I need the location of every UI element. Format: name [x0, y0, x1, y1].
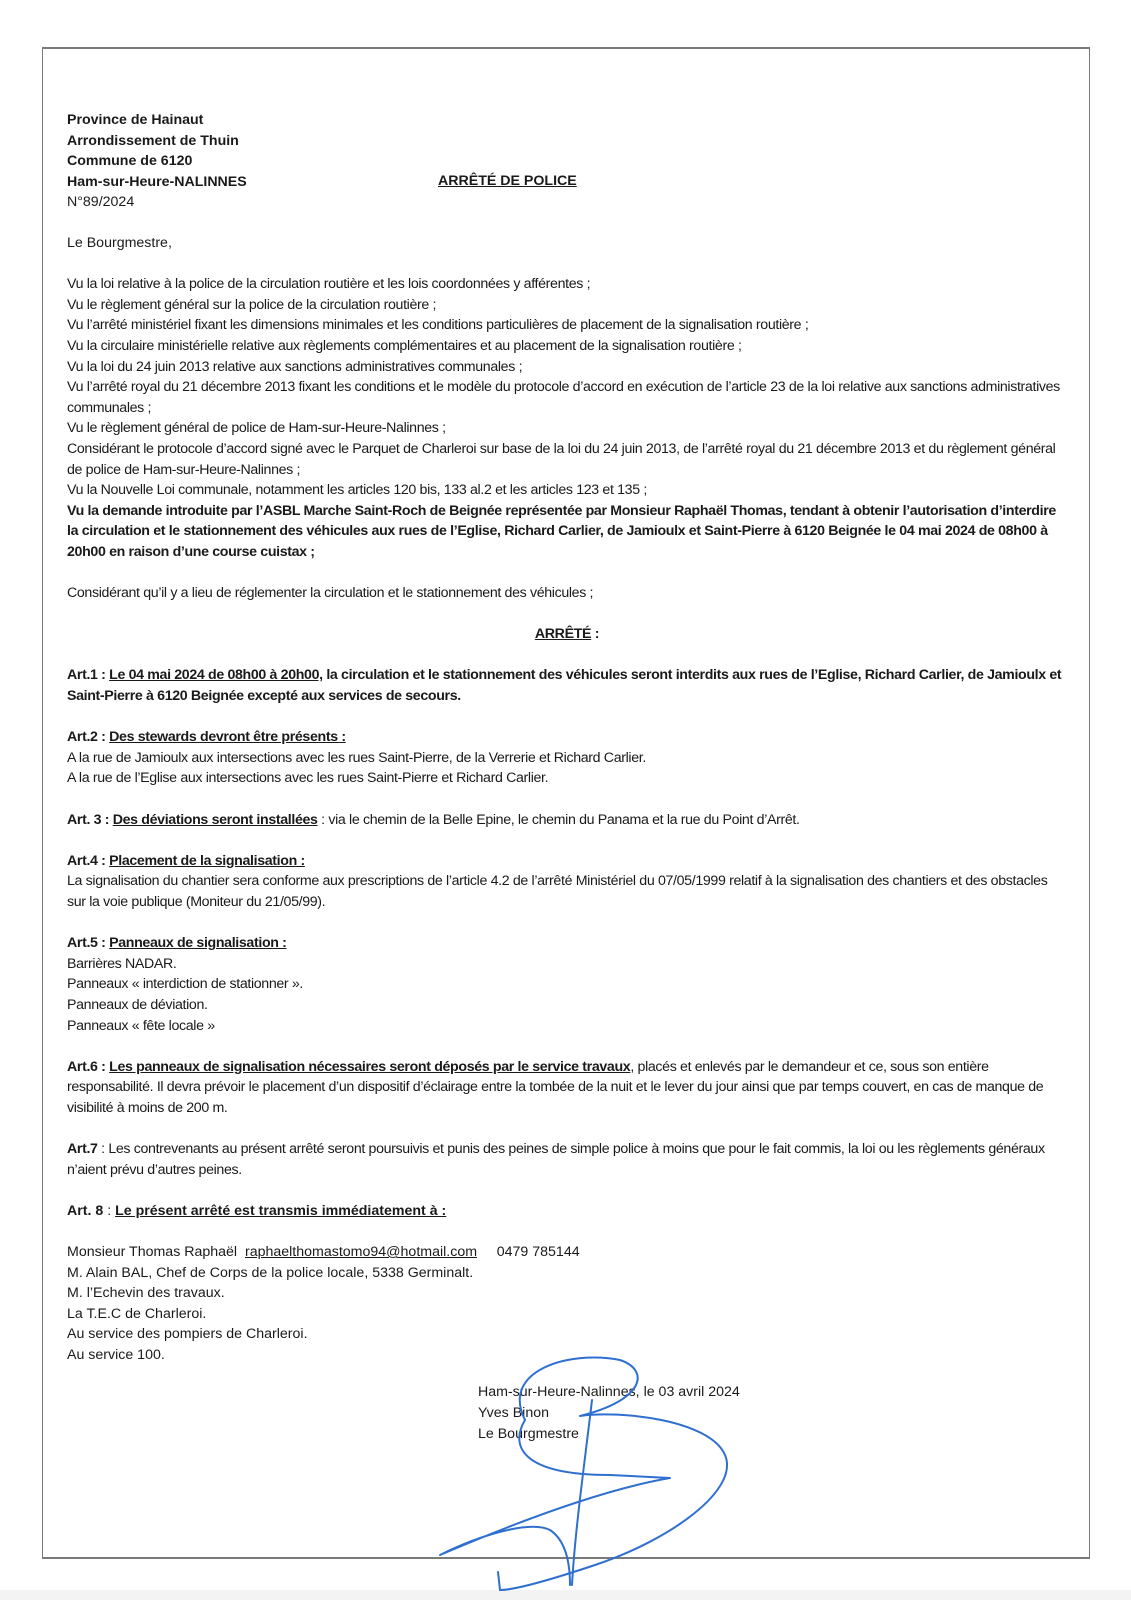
article-5-line: Panneaux « fête locale »: [67, 1017, 215, 1034]
recipient-item: Au service 100.: [67, 1347, 165, 1364]
article-7-text: : Les contrevenants au présent arrêté seront poursuivis et punis des peines de simple police à moins que pour le fait commis, la loi ou les règlements généraux n’aient prévu d’autres peines.: [67, 1141, 1045, 1178]
article-4-label: Art.4 :: [67, 852, 110, 869]
consideration-item: Vu la loi du 24 juin 2013 relative aux sanctions administratives communales ;: [67, 358, 523, 375]
article-6: [67, 1057, 1067, 1119]
article-3: [67, 810, 1067, 831]
article-2-line: A la rue de l’Eglise aux intersections avec les rues Saint-Pierre et Richard Carlier.: [67, 770, 549, 787]
considerations-list: [67, 274, 1067, 1201]
recipient-item: M. Alain BAL, Chef de Corps de la police locale, 5338 Germinalt.: [67, 1264, 474, 1281]
article-4-title: [67, 851, 1067, 872]
consideration-item: Considérant le protocole d’accord signé avec le Parquet de Charleroi sur base de la loi du 24 juin 2013, de l’arrêté royal du 21 décembre 2013 et du règlement général de police de Ham-sur-Heure-Nalinnes ;: [67, 440, 1056, 478]
decree-heading-colon: :: [591, 626, 600, 643]
article-6-label: Art.6 :: [67, 1058, 110, 1075]
consideration-item: Vu l’arrêté royal du 21 décembre 2013 fixant les conditions et le modèle du protocole d’accord en exécution de l’article 23 de la loi relative aux sanctions administratives communales ;: [67, 379, 1060, 416]
article-3-text: : via le chemin de la Belle Epine, le chemin du Panama et la rue du Point d’Arrêt.: [317, 811, 800, 828]
article-6-text: , placés et enlevés par le demandeur et ce, sous son entière responsabilité. Il devra prévoir le placement d’un dispositif d’éclairage entre la tombée de la nuit et le lever du jour ainsi que par temps couvert, en cas de manque de visibilité à moins de 200 m.: [67, 1058, 1044, 1116]
recipient-phone: 0479 785144: [496, 1244, 580, 1261]
signature-stroke: [498, 1572, 500, 1590]
article-7-label: Art.7: [67, 1141, 98, 1158]
document-title: ARRÊTÉ DE POLICE: [438, 173, 577, 189]
recipient-email-link[interactable]: raphaelthomastomo94@hotmail.com: [244, 1244, 478, 1261]
article-8-heading: Le présent arrêté est transmis immédiatement à :: [115, 1202, 447, 1219]
header-block: [67, 110, 1067, 214]
consideration-item: Vu le règlement général sur la police de la circulation routière ;: [67, 296, 437, 313]
article-5-line: Panneaux de déviation.: [67, 996, 208, 1013]
article-8-label: Art. 8: [67, 1202, 104, 1219]
article-5-heading: Panneaux de signalisation :: [109, 935, 287, 952]
article-1: [67, 665, 1067, 706]
consideration-item: Vu la loi relative à la police de la circulation routière et les lois coordonnées y afférentes ;: [67, 276, 591, 293]
issuer-municipality: Ham-sur-Heure-NALINNES: [67, 173, 247, 190]
issuer-arrondissement: Arrondissement de Thuin: [67, 132, 239, 149]
article-5-label: Art.5 :: [67, 935, 110, 952]
signatory-role: Le Bourgmestre: [478, 1426, 579, 1442]
consideration-item: Vu l’arrêté ministériel fixant les dimensions minimales et les conditions particulières de placement de la signalisation routière ;: [67, 317, 809, 334]
recipient-item: La T.E.C de Charleroi.: [67, 1305, 207, 1322]
article-3-label: Art. 3 :: [67, 811, 113, 828]
recipient-name: Monsieur Thomas Raphaël: [67, 1244, 238, 1261]
signature-place-date: Ham-sur-Heure-Nalinnes, le 03 avril 2024: [478, 1384, 740, 1400]
recipient-item: M. l’Echevin des travaux.: [67, 1285, 225, 1302]
article-8-title: [67, 1201, 1067, 1222]
article-1-label: Art.1 :: [67, 667, 110, 684]
consideration-item: Vu le règlement général de police de Ham-sur-Heure-Nalinnes ;: [67, 420, 446, 437]
article-8-separator: :: [103, 1202, 116, 1219]
signatory-name: Yves Binon: [478, 1405, 549, 1421]
article-2-title: [67, 727, 1067, 748]
article-4-heading: Placement de la signalisation :: [109, 852, 305, 869]
article-5-line: Barrières NADAR.: [67, 955, 177, 972]
recipients-list: [67, 1242, 1067, 1366]
signature-block: [478, 1382, 740, 1445]
recipient-primary: [67, 1242, 1067, 1263]
article-4-text: La signalisation du chantier sera conforme aux prescriptions de l’article 4.2 de l’arrêté Ministériel du 07/05/1999 relatif à la signalisation des chantiers et des obstacles sur la voie publique (Moniteur du 21/05/99).: [67, 873, 1048, 910]
article-3-heading: Des déviations seront installées: [112, 811, 318, 828]
consideration-item: Vu la Nouvelle Loi communale, notamment les articles 120 bis, 133 al.2 et les articles 123 et 135 ;: [67, 482, 647, 499]
recipient-item: Au service des pompiers de Charleroi.: [67, 1326, 308, 1343]
article-2-line: A la rue de Jamioulx aux intersections avec les rues Saint-Pierre, de la Verrerie et Richard Carlier.: [67, 749, 646, 766]
issuer-commune: Commune de 6120: [67, 153, 193, 170]
consideration-item: Vu la circulaire ministérielle relative aux règlements complémentaires et au placement de la signalisation routière ;: [67, 337, 742, 354]
article-1-text: la circulation et le stationnement des véhicules seront interdits aux rues de l’Eglise, Richard Carlier, de Jamioulx et Saint-Pierre à 6120 Beignée excepté aux services de secours.: [67, 667, 1062, 705]
document-body: [67, 110, 1067, 1366]
article-7: [67, 1139, 1067, 1180]
authority-line: Le Bourgmestre,: [67, 235, 172, 251]
article-2-heading: Des stewards devront être présents :: [109, 729, 346, 746]
page-bottom-margin: [0, 1590, 1131, 1600]
reference-number: N°89/2024: [67, 194, 135, 211]
decree-heading: [67, 624, 1067, 645]
decree-heading-text: ARRÊTÉ: [534, 626, 592, 643]
final-consideration: Considérant qu’il y a lieu de réglementer la circulation et le stationnement des véhicules ;: [67, 585, 594, 602]
article-2-label: Art.2 :: [67, 729, 110, 746]
issuer-province: Province de Hainaut: [67, 112, 204, 128]
article-6-heading: Les panneaux de signalisation nécessaires seront déposés par le service travaux: [109, 1058, 631, 1075]
article-5-line: Panneaux « interdiction de stationner ».: [67, 976, 304, 993]
article-5-title: [67, 933, 1067, 954]
request-paragraph: Vu la demande introduite par l’ASBL Marche Saint-Roch de Beignée représentée par Monsieur Raphaël Thomas, tendant à obtenir l’autorisation d’interdire la circulation et le stationnement des véhicules aux rues de l’Eglise, Richard Carlier, de Jamioulx et Saint-Pierre à 6120 Beignée le 04 mai 2024 de 08h00 à 20h00 en raison d’une course cuistax ;: [67, 502, 1056, 560]
article-1-heading: Le 04 mai 2024 de 08h00 à 20h00,: [109, 667, 323, 684]
